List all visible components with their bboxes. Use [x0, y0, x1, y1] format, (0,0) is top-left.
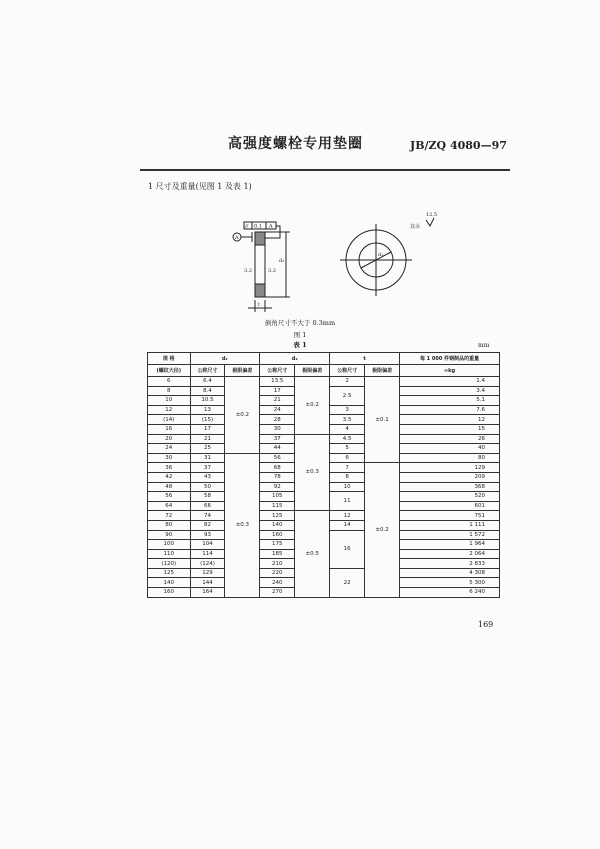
- d2-nominal-cell: 125: [260, 511, 295, 521]
- weight-cell: 520: [400, 492, 500, 502]
- d2-label: d₂: [279, 258, 285, 264]
- spec-cell: 20: [148, 434, 191, 444]
- d2-nominal-cell: 220: [260, 568, 295, 578]
- t-nominal-cell: 6: [330, 453, 365, 463]
- weight-cell: 209: [400, 472, 500, 482]
- spec-cell: 72: [148, 511, 191, 521]
- t-nominal-cell: 4.5: [330, 434, 365, 444]
- header-weight-sub: ≈kg: [400, 365, 500, 377]
- t-nominal-cell: 10: [330, 482, 365, 492]
- d1-nominal-cell: (124): [190, 559, 225, 569]
- weight-cell: 601: [400, 501, 500, 511]
- t-nominal-cell: 11: [330, 492, 365, 511]
- d2-nominal-cell: 37: [260, 434, 295, 444]
- header-t-tolerance: 极限偏差: [365, 365, 400, 377]
- d2-tolerance-cell: ±0.3: [295, 434, 330, 511]
- t-nominal-cell: 2: [330, 377, 365, 387]
- d1-nominal-cell: 82: [190, 520, 225, 530]
- spec-cell: 16: [148, 424, 191, 434]
- d2-nominal-cell: 13.5: [260, 377, 295, 387]
- spec-cell: 110: [148, 549, 191, 559]
- d1-nominal-cell: 129: [190, 568, 225, 578]
- t-tolerance-cell: ±0.2: [365, 463, 400, 597]
- weight-cell: 1 572: [400, 530, 500, 540]
- d2-nominal-cell: 140: [260, 520, 295, 530]
- weight-cell: 5.1: [400, 396, 500, 406]
- spec-cell: 42: [148, 472, 191, 482]
- weight-cell: 4 308: [400, 568, 500, 578]
- t-nominal-cell: 5: [330, 444, 365, 454]
- weight-cell: 2 833: [400, 559, 500, 569]
- d2-nominal-cell: 105: [260, 492, 295, 502]
- d1-nominal-cell: 31: [190, 453, 225, 463]
- d2-nominal-cell: 68: [260, 463, 295, 473]
- spec-cell: 12: [148, 405, 191, 415]
- weight-cell: 2 064: [400, 549, 500, 559]
- weight-cell: 6 240: [400, 588, 500, 598]
- weight-cell: 80: [400, 453, 500, 463]
- d1-nominal-cell: 104: [190, 540, 225, 550]
- weight-cell: 7.6: [400, 405, 500, 415]
- t-nominal-cell: 2.5: [330, 386, 365, 405]
- weight-cell: 12: [400, 415, 500, 425]
- d2-nominal-cell: 240: [260, 578, 295, 588]
- t-nominal-cell: 12: [330, 511, 365, 521]
- d1-label: d₁: [378, 252, 384, 258]
- header-t-nominal: 公称尺寸: [330, 365, 365, 377]
- weight-cell: 368: [400, 482, 500, 492]
- roughness-left: 3.2: [244, 268, 252, 274]
- d2-nominal-cell: 21: [260, 396, 295, 406]
- spec-cell: 80: [148, 520, 191, 530]
- d2-nominal-cell: 210: [260, 559, 295, 569]
- t-tolerance-cell: ±0.1: [365, 377, 400, 463]
- d1-nominal-cell: 37: [190, 463, 225, 473]
- spec-cell: 100: [148, 540, 191, 550]
- header-d2-nominal: 公称尺寸: [260, 365, 295, 377]
- weight-cell: 26: [400, 434, 500, 444]
- weight-cell: 1.4: [400, 377, 500, 387]
- washer-drawing: [0, 0, 600, 318]
- spec-cell: 140: [148, 578, 191, 588]
- rest-roughness: 12.5: [426, 212, 438, 218]
- d1-nominal-cell: 13: [190, 405, 225, 415]
- spec-cell: (120): [148, 559, 191, 569]
- table-row: [148, 377, 500, 387]
- weight-cell: 15: [400, 424, 500, 434]
- d2-nominal-cell: 44: [260, 444, 295, 454]
- d1-nominal-cell: 58: [190, 492, 225, 502]
- chamfer-note: 倒角尺寸不大于 0.3mm: [264, 319, 336, 327]
- section-heading: 1 尺寸及重量(见图 1 及表 1): [148, 182, 252, 191]
- t-nominal-cell: 7: [330, 463, 365, 473]
- d1-nominal-cell: 43: [190, 472, 225, 482]
- header-spec: 规 格: [148, 353, 191, 365]
- t-nominal-cell: 8: [330, 472, 365, 482]
- t-nominal-cell: 22: [330, 568, 365, 597]
- spec-cell: 30: [148, 453, 191, 463]
- d2-tolerance-cell: ±0.5: [295, 511, 330, 597]
- document-title: 高强度螺栓专用垫圈: [228, 136, 363, 152]
- d1-nominal-cell: 164: [190, 588, 225, 598]
- header-d2-tolerance: 极限偏差: [295, 365, 330, 377]
- datum-label: A: [235, 235, 239, 241]
- d1-nominal-cell: 21: [190, 434, 225, 444]
- d2-nominal-cell: 17: [260, 386, 295, 396]
- weight-cell: 1 964: [400, 540, 500, 550]
- d1-nominal-cell: 93: [190, 530, 225, 540]
- table-row: [148, 434, 500, 444]
- spec-cell: 48: [148, 482, 191, 492]
- d2-nominal-cell: 30: [260, 424, 295, 434]
- d1-nominal-cell: 8.4: [190, 386, 225, 396]
- d2-nominal-cell: 160: [260, 530, 295, 540]
- d2-nominal-cell: 185: [260, 549, 295, 559]
- roughness-right: 3.2: [268, 268, 276, 274]
- weight-cell: 1 111: [400, 520, 500, 530]
- d1-nominal-cell: 114: [190, 549, 225, 559]
- t-nominal-cell: 3.5: [330, 415, 365, 425]
- header-d2: d₂: [260, 353, 330, 365]
- d1-nominal-cell: 144: [190, 578, 225, 588]
- d2-tolerance-cell: ±0.2: [295, 377, 330, 435]
- frame-parallel: //: [245, 223, 249, 230]
- t-label: t: [258, 302, 261, 308]
- d1-nominal-cell: 74: [190, 511, 225, 521]
- spec-cell: 36: [148, 463, 191, 473]
- spec-cell: 10: [148, 396, 191, 406]
- d2-nominal-cell: 175: [260, 540, 295, 550]
- table-row: [148, 511, 500, 521]
- d1-tolerance-cell: ±0.2: [225, 377, 260, 454]
- table-label: 表 1: [293, 341, 307, 349]
- weight-cell: 5 300: [400, 578, 500, 588]
- t-nominal-cell: 3: [330, 405, 365, 415]
- d2-nominal-cell: 270: [260, 588, 295, 598]
- d2-nominal-cell: 28: [260, 415, 295, 425]
- weight-cell: 40: [400, 444, 500, 454]
- header-t: t: [330, 353, 400, 365]
- header-d1-nominal: 公称尺寸: [190, 365, 225, 377]
- weight-cell: 751: [400, 511, 500, 521]
- d2-nominal-cell: 24: [260, 405, 295, 415]
- weight-cell: 129: [400, 463, 500, 473]
- d1-tolerance-cell: ±0.3: [225, 453, 260, 597]
- spec-cell: 90: [148, 530, 191, 540]
- spec-cell: 160: [148, 588, 191, 598]
- spec-cell: 125: [148, 568, 191, 578]
- d2-nominal-cell: 92: [260, 482, 295, 492]
- d1-nominal-cell: 17: [190, 424, 225, 434]
- d1-nominal-cell: 10.5: [190, 396, 225, 406]
- weight-cell: 3.4: [400, 386, 500, 396]
- rest-label: 其余: [410, 224, 421, 230]
- header-d1-tolerance: 极限偏差: [225, 365, 260, 377]
- unit-label: mm: [478, 342, 490, 349]
- d2-nominal-cell: 56: [260, 453, 295, 463]
- header-spec-sub: (螺纹大径): [148, 365, 191, 377]
- spec-cell: 24: [148, 444, 191, 454]
- standard-number: JB/ZQ 4080—97: [410, 139, 507, 152]
- t-nominal-cell: 16: [330, 530, 365, 568]
- header-d1: d₁: [190, 353, 260, 365]
- spec-cell: 56: [148, 492, 191, 502]
- frame-datum: A: [269, 223, 273, 230]
- d1-nominal-cell: 66: [190, 501, 225, 511]
- header-weight: 每 1 000 件钢制品的重量: [400, 353, 500, 365]
- dimension-table: [147, 352, 500, 598]
- d1-nominal-cell: 6.4: [190, 377, 225, 387]
- spec-cell: 6: [148, 377, 191, 387]
- t-nominal-cell: 14: [330, 520, 365, 530]
- d1-nominal-cell: 50: [190, 482, 225, 492]
- spec-cell: 64: [148, 501, 191, 511]
- frame-value: 0.1: [254, 223, 262, 230]
- t-nominal-cell: 4: [330, 424, 365, 434]
- spec-cell: (14): [148, 415, 191, 425]
- figure-label: 图 1: [293, 331, 307, 339]
- d2-nominal-cell: 78: [260, 472, 295, 482]
- page-number: 169: [478, 620, 494, 629]
- spec-cell: 8: [148, 386, 191, 396]
- d1-nominal-cell: 25: [190, 444, 225, 454]
- d2-nominal-cell: 115: [260, 501, 295, 511]
- d1-nominal-cell: (15): [190, 415, 225, 425]
